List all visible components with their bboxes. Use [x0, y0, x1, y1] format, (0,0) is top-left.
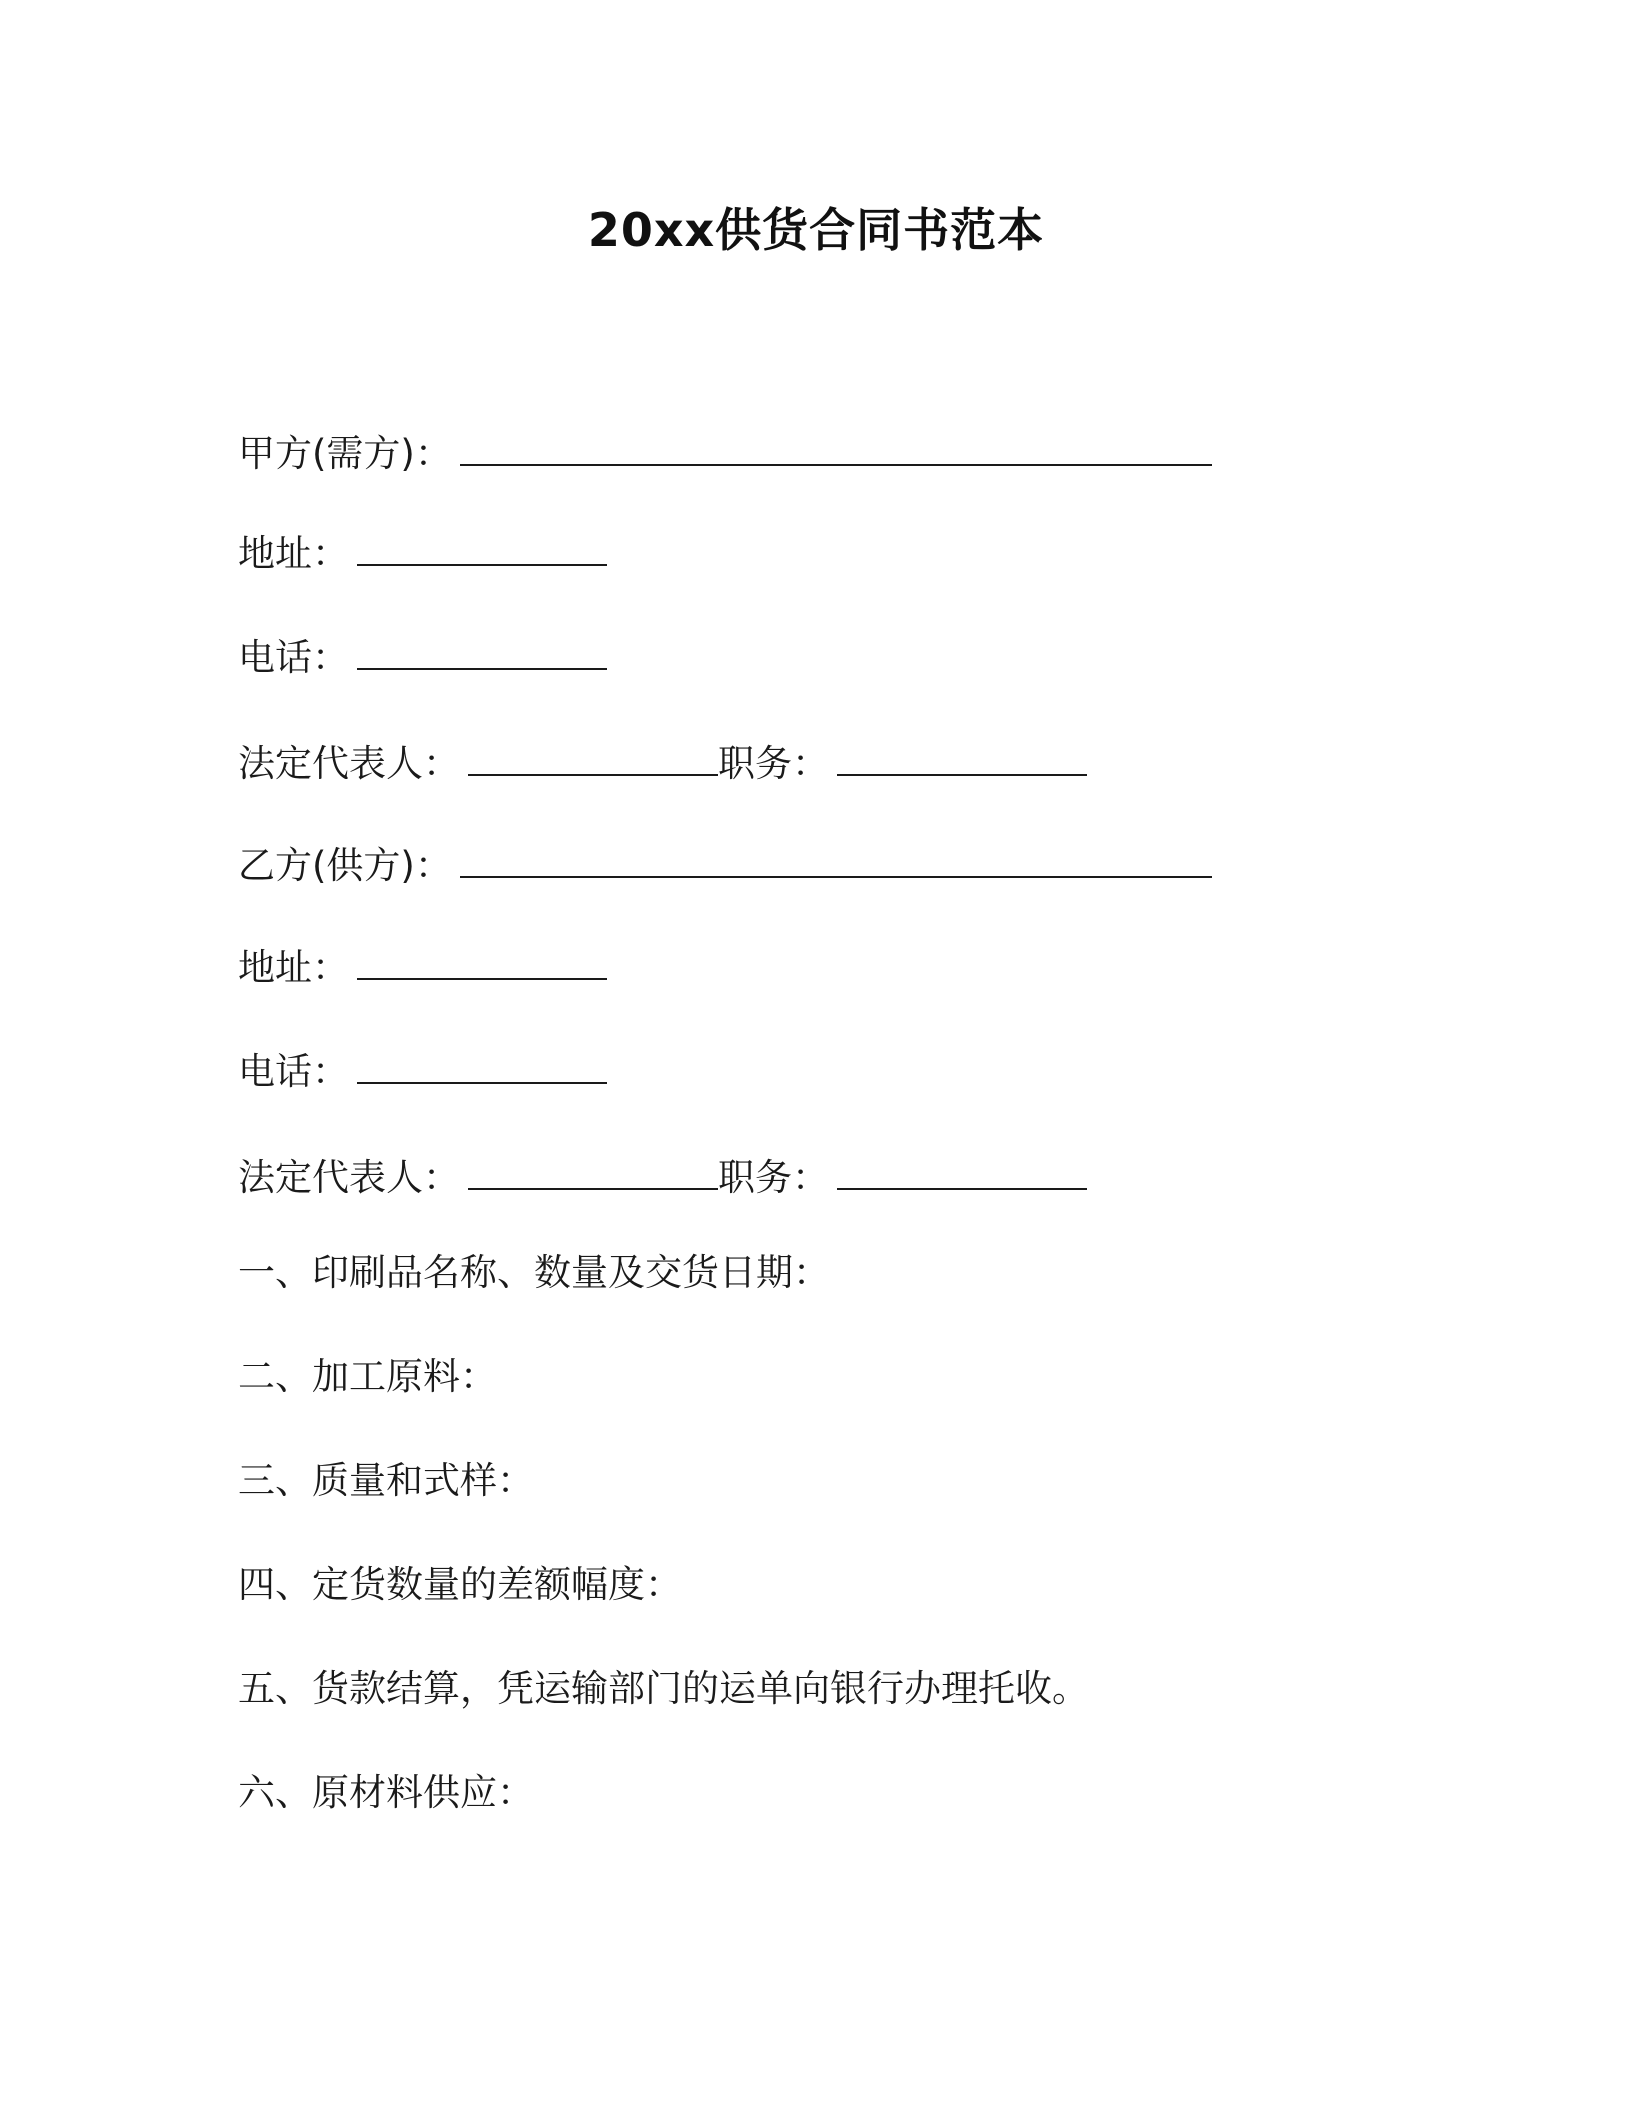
party-b-representative-line [238, 1152, 1087, 1203]
party-b-representative-label: 法定代表人： [238, 1156, 460, 1199]
party-a-address-label: 地址： [238, 532, 349, 575]
party-b-name-blank [460, 840, 1212, 878]
party-b-name-line [238, 840, 1212, 891]
party-a-position-label: 职务： [718, 742, 829, 785]
clause-6: 六、原材料供应： [238, 1771, 534, 1814]
party-b-address-blank [357, 942, 607, 980]
party-b-name-label: 乙方(供方)： [238, 844, 452, 887]
party-a-address-blank [357, 528, 607, 566]
party-a-name-line [238, 428, 1212, 479]
clause-4: 四、定货数量的差额幅度： [238, 1563, 682, 1606]
party-a-representative-line [238, 738, 1087, 789]
party-b-phone-line [238, 1046, 607, 1097]
party-b-position-label: 职务： [718, 1156, 829, 1199]
party-a-position-blank [837, 738, 1087, 776]
party-b-position-blank [837, 1152, 1087, 1190]
party-b-address-line [238, 942, 607, 993]
party-a-name-blank [460, 428, 1212, 466]
party-a-name-label: 甲方(需方)： [238, 432, 452, 475]
party-b-representative-blank [468, 1152, 718, 1190]
party-a-address-line [238, 528, 607, 579]
party-b-address-label: 地址： [238, 946, 349, 989]
party-a-phone-line [238, 632, 607, 683]
party-b-phone-label: 电话： [238, 1050, 349, 1093]
clause-1: 一、印刷品名称、数量及交货日期： [238, 1251, 830, 1294]
document-title: 20xx供货合同书范本 [587, 203, 1045, 257]
party-b-phone-blank [357, 1046, 607, 1084]
clause-3: 三、质量和式样： [238, 1459, 534, 1502]
party-a-representative-blank [468, 738, 718, 776]
party-a-phone-blank [357, 632, 607, 670]
clause-5: 五、货款结算，凭运输部门的运单向银行办理托收。 [238, 1667, 1089, 1710]
clause-2: 二、加工原料： [238, 1355, 497, 1398]
party-a-representative-label: 法定代表人： [238, 742, 460, 785]
party-a-phone-label: 电话： [238, 636, 349, 679]
